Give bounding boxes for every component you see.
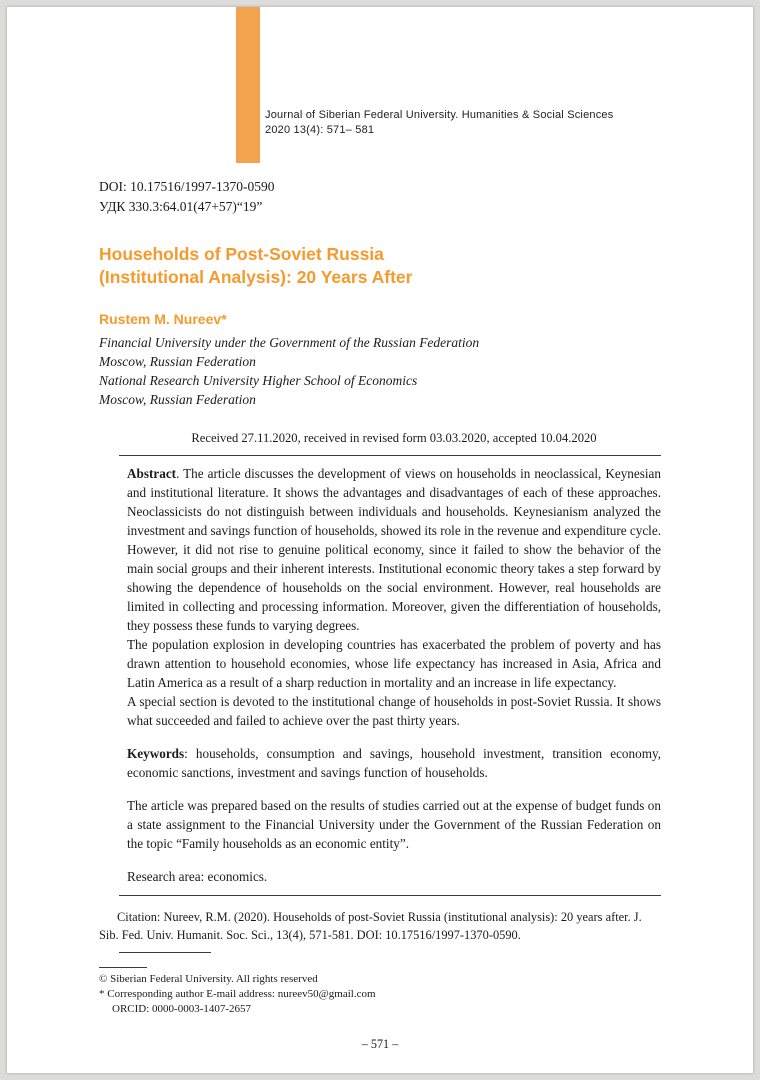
received-line: Received 27.11.2020, received in revised form 03.03.2020, accepted 10.04.2020 bbox=[191, 431, 597, 445]
keywords-paragraph bbox=[127, 744, 661, 782]
affiliation-line: Moscow, Russian Federation bbox=[99, 392, 256, 407]
abstract-block bbox=[127, 464, 661, 886]
doi-line: DOI: 10.17516/1997-1370-0590 bbox=[99, 179, 275, 194]
abstract-label: Abstract bbox=[127, 466, 177, 481]
divider-citation-bottom bbox=[119, 952, 211, 953]
document-page bbox=[7, 7, 753, 1073]
research-area: Research area: economics. bbox=[127, 869, 268, 884]
author-name: Rustem M. Nureev* bbox=[99, 311, 227, 327]
page-number: – 571 – bbox=[361, 1037, 399, 1051]
affiliation-line: Financial University under the Government of the Russian Federation bbox=[99, 335, 480, 350]
journal-name: Journal of Siberian Federal University. Humanities & Social Sciences bbox=[265, 109, 614, 121]
article-title bbox=[99, 243, 661, 289]
paragraph: The population explosion in developing countries has exacerbated the problem of poverty and has drawn attention to household economies, whose life expectancy has increased in Asia, Africa and Latin America as a result of a sharp reduction in mortality and an increase in life expectancy. bbox=[127, 637, 661, 690]
footnotes bbox=[99, 967, 661, 1017]
divider-citation-top bbox=[119, 895, 661, 896]
orcid-line: ORCID: 0000-0003-1407-2657 bbox=[112, 1003, 252, 1015]
abstract-paragraph bbox=[127, 464, 661, 635]
article-meta bbox=[99, 177, 661, 217]
affiliation-line: National Research University Higher School of Economics bbox=[99, 373, 418, 388]
title-line-1: Households of Post-Soviet Russia bbox=[99, 244, 384, 264]
paragraph: A special section is devoted to the institutional change of households in post-Soviet Russia. It shows what succeeded and failed to achieve over the past thirty years. bbox=[127, 694, 661, 728]
copyright-line: © Siberian Federal University. All rights reserved bbox=[99, 973, 318, 985]
udk-line: УДК 330.3:64.01(47+57)“19” bbox=[99, 199, 263, 214]
title-line-2: (Institutional Analysis): 20 Years After bbox=[99, 267, 413, 287]
keywords-label: Keywords bbox=[127, 746, 185, 761]
abstract-body: . The article discusses the development of views on households in neoclassical, Keynesian and institutional literature. It shows the advantages and disadvantages of each of these approaches. Neoclassicists do not distinguish between individuals and households. Keynesianism analyzed the investment and savings function of households, showed its role in the revenue and expenditure cycle. However, it did not rise to genuine political economy, since it failed to show the behavior of the main social groups and their inherent interests. Institutional economic theory takes a step forward by showing the dependence of households on the social environment. However, real households are limited in collecting and processing information. Moreover, given the differentiation of households, they possess these funds to varying degrees. bbox=[127, 466, 661, 633]
page-content bbox=[7, 7, 753, 1052]
keywords-body: : households, consumption and savings, household investment, transition economy, economic sanctions, investment and savings function of households. bbox=[127, 746, 661, 780]
footnote-separator bbox=[99, 967, 147, 968]
affiliations bbox=[99, 333, 661, 409]
affiliation-line: Moscow, Russian Federation bbox=[99, 354, 256, 369]
corresponding-author-line: * Corresponding author E-mail address: nureev50@gmail.com bbox=[99, 988, 376, 1000]
journal-issue: 2020 13(4): 571– 581 bbox=[265, 124, 375, 136]
funding-paragraph: The article was prepared based on the results of studies carried out at the expense of budget funds on a state assignment to the Financial University under the Government of the Russian Federation on the topic “Family households as an economic entity”. bbox=[127, 798, 661, 851]
citation: Citation: Nureev, R.M. (2020). Households of post-Soviet Russia (institutional analysis): 20 years after. J. Sib. Fed. Univ. Humanit. Soc. Sci., 13(4), 571-581. DOI: 10.17516/1997-1370-0590. bbox=[99, 910, 642, 942]
divider-top bbox=[119, 455, 661, 456]
